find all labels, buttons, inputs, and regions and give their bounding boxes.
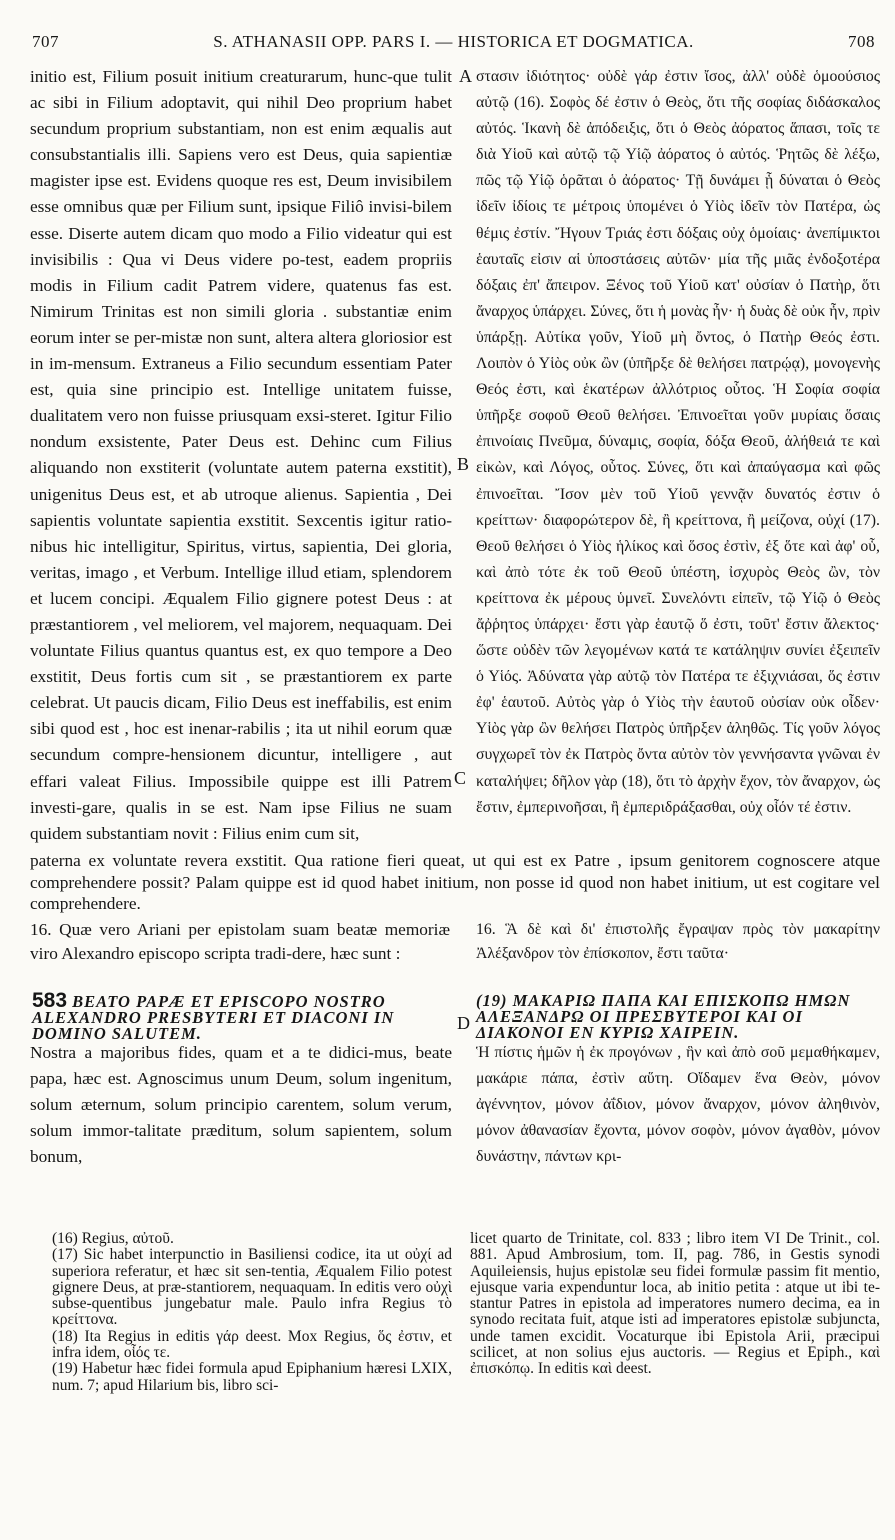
margin-letter-a: A (459, 66, 472, 86)
latin-letter-text: Nostra a majoribus fides, quam et a te didici-mus, beate papa, hæc est. Agnoscimus unum Deum, solum ingenitum, solum æternum, solum principio carentem, solum verum, solum immor-talitate præditum, solum sapientem, solum bonum, (30, 1043, 452, 1167)
greek-column-main: στασιν ἰδιότητος· οὐδὲ γάρ ἐστιν ἴσος, ἀλλ' οὐδὲ ὁμοούσιος αὐτῷ (16). Σοφὸς δέ ἐστιν ὁ Θεὸς, ὅτι τῆς σοφίας διδάσκαλος αὐτός. Ἱκανὴ δὲ ἀπόδειξις, ὅτι ὁ Θεὸς ἀόρατος ἅπασι, τοῖς τε διὰ Υἱοῦ καὶ αὐτῷ τῷ Υἱῷ ἀόρατος ὁ αὐτός. Ῥητῶς δὲ λέξω, πῶς τῷ Υἱῷ ὁρᾶται ὁ ἀόρατος· Τῇ δυνάμει ᾗ δύναται ὁ Θεὸς ἰδεῖν ἰδίοις τε μέτροις ὑπομένει ὁ Υἱὸς ἰδεῖν τὸν Πατέρα, ὡς θέμις ἐστίν. Ἤγουν Τριάς ἐστι δόξαις οὐχ ὁμοίαις· ἀνεπίμικτοι ἑαυταῖς εἰσιν αἱ ὑποστάσεις αὐτῶν· μία τῆς μιᾶς ἐνδοξοτέρα δόξαις ἐπ' ἄπειρον. Ξένος τοῦ Υἱοῦ κατ' οὐσίαν ὁ Πατὴρ, ὅτι ἄναρχος ὑπάρχει. Σύνες, ὅτι ἡ μονὰς ἦν· ἡ δυὰς δὲ οὐκ ἦν, πρὶν ὑπάρξῃ. Αὐτίκα γοῦν, Υἱοῦ μὴ ὄντος, ὁ Πατὴρ Θεός ἐστι. Λοιπὸν ὁ Υἱὸς οὐκ ὢν (ὑπῆρξε δὲ θελήσει πατρῴᾳ), μονογενὴς Θεός ἐστι, καὶ ἑκατέρων ἀλλότριος οὗτος. Ἡ Σοφία σοφία ὑπῆρξε σοφοῦ Θεοῦ θελήσει. Ἐπινοεῖται γοῦν μυρίαις ὅσαις ἐπινοίαις Πνεῦμα, δύναμις, σοφία, δόξα Θεοῦ, ἀλήθειά τε καὶ εἰκὼν, καὶ Λόγος, οὗτος. Σύνες, ὅτι καὶ ἀπαύγασμα καὶ φῶς ἐπινοεῖται. Ἴσον μὲν τοῦ Υἱοῦ γεννᾷν δυνατός ἐστιν ὁ κρείττων· διαφορώτερον δὲ, ἢ κρείττονα, ἢ μείζονα, οὐχί (17). Θεοῦ θελήσει ὁ Υἱὸς ἡλίκος καὶ ὅσος ἐστὶν, ἐξ ὅτε καὶ ἀφ' οὗ, καὶ ἀπὸ τότε ἐκ τοῦ Θεοῦ ὑπέστη, ἰσχυρὸς Θεὸς ὢν, τὸν κρείττονα ἐκ μέρους ὑμνεῖ. Συνελόντι εἰπεῖν, τῷ Υἱῷ ὁ Θεὸς ἄῤῥητος ὑπάρχει· ἔστι γὰρ ἑαυτῷ ὅ ἐστι, τοῦτ' ἔστιν ἄλεκτος· ὥστε οὐδὲν τῶν λεγομένων κατά τε κατάληψιν συνίει ἐξειπεῖν ὁ Υἱός. Ἀδύνατα γὰρ αὐτῷ τὸν Πατέρα τε ἐξιχνιάσαι, ὅς ἐστιν ἐφ' ἑαυτοῦ. Αὐτὸς γὰρ ὁ Υἱὸς τὴν ἑαυτοῦ οὐσίαν οὐκ οἶδεν· Υἱὸς γὰρ ὢν θελήσει Πατρὸς ὑπῆρξεν ἀληθῶς. Τίς γοῦν λόγος συγχωρεῖ τὸν ἐκ Πατρὸς ὄντα αὐτὸν τὸν γεννήσαντα γνῶναι ἐν καταλήψει; δῆλον γὰρ (18), ὅτι τὸ ἀρχὴν ἔχον, τὸν ἄναρχον, ὡς ἔστιν, ἐμπερινοῆσαι, ἢ ἐμπεριδράξασθαι, οὐχ οἷόν τέ ἐστιν. (476, 68, 880, 816)
footnote-19: (19) Habetur hæc fidei formula apud Epiphanium hæresi LXIX, num. 7; apud Hilarium bis, libro sci- (52, 1360, 452, 1394)
margin-letter-b: B (457, 454, 470, 474)
margin-letter-c: C (454, 768, 467, 788)
latin-column-main: initio est, Filium posuit initium creaturarum, hunc-que tulit ac sibi in Filium adoptavit, qui nihil Deo proprium habet secundum proprium substantiam, non est enim æqualis aut consubstantialis illi. Sapiens vero est Deus, quia sapientiæ magister ipse est. Evidens quoque res est, Deum invisibilem esse omnibus quæ per Filium sunt, ipsique Filiô invisi-bilem esse. Diserte autem dicam quo modo a Filio videatur qui est invisibilis : Qua vi Deus videre po-test, eadem propriis modis in Filium cadit Patrem videre, quatenus fas est. Nimirum Trinitas est non simili gloria . substantiæ enim eorum inter se per-mistæ non sunt, altera altera gloriosior est in im-mensum. Extraneus a Filio secundum essentiam Pater est, quia sine principio est. Intellige unitatem fuisse, dualitatem vero non fuisse priusquam exsi-steret. Igitur Filio nondum exsistente, Pater Deus est. Dehinc cum Filius aliquando non exstiterit (voluntate autem paterna exstitit), unigenitus Deus est, et ab utroque alienus. Sapientia , Dei sapientis voluntate sapientia exstitit. Sexcentis igitur ratio-nibus hic intelligitur, Spiritus, virtus, sapientia, Dei gloria, veritas, imago , et Verbum. Intellige illud etiam, splendorem et lucem concipi. Æqualem Filio gignere potest Deus : at præstantiorem , vel meliorem, vel majorem, nequaquam. Dei voluntate Filius quantus quantus est, ex quo tempore a Deo exstitit, Deus fortis cum sit , se præstantiorem ex parte celebrat. Ut paucis dicam, Filio Deus est ineffabilis, est enim sibi quod est , hoc est inenar-rabilis ; ita ut nihil eorum quæ secundum compre-hensionem dicuntur, intelligere , aut effari valeat Filius. Impossibile quippe est illi Patrem investi-gare, qualis in se est. Nam ipse Filius ne suam quidem substantiam novit : Filius enim cum sit, (30, 67, 452, 843)
footnote-16: (16) Regius, αὐτοῦ. (52, 1230, 174, 1247)
greek-letter-text: Ἡ πίστις ἡμῶν ἡ ἐκ προγόνων , ἣν καὶ ἀπὸ σοῦ μεμαθήκαμεν, μακάριε πάπα, ἐστὶν αὕτη. Οἴδαμεν ἕνα Θεὸν, μόνον ἀγέννητον, μόνον ἀΐδιον, μόνον ἄναρχον, μόνον ἀληθινὸν, μόνον ἀθανασίαν ἔχοντα, μόνον σοφὸν, μόνον ἀγαθὸν, μόνον δυνάστην, πάντων κρι- (476, 1044, 880, 1166)
footnotes-right: licet quarto de Trinitate, col. 833 ; libro item VI De Trinit., col. 881. Apud Ambrosium, tom. II, pag. 786, in Gestis synodi Aquileiensis, hujus epistolæ seu fidei formulæ passim fit mentio, ejusque varia expenduntur loca, ab initio petita : atque ut ibi te-stantur Patres in epistola ad imperatores numero decima, ea in synodo recitata fuit, atque isti ad imperatores epistolæ subjuncta, unde tamen excidit. Vocaturque ibi Epistola Arii, præcipui scilicet, at non solius ejus auctoris. — Regius et Epiph., καὶ ἐπισκόπῳ. In editis καὶ deest. (470, 1230, 880, 1378)
latin-section-16: 16. Quæ vero Ariani per epistolam suam beatæ memoriæ viro Alexandro episcopo scripta tradi-dere, hæc sunt : (30, 920, 450, 963)
margin-letter-d: D (457, 1013, 470, 1033)
page-number-left: 707 (32, 32, 59, 51)
column-number: 583 (32, 989, 68, 1012)
running-title: S. ATHANASII OPP. PARS I. — HISTORICA ET DOGMATICA. (213, 32, 694, 51)
greek-section-16: 16. Ἃ δὲ καὶ δι' ἐπιστολῆς ἔγραψαν πρὸς τὸν μακαρίτην Ἀλέξανδρον τὸν ἐπίσκοπον, ἔστι ταῦτα· (476, 921, 880, 962)
footnote-17: (17) Sic habet interpunctio in Basiliensi codice, ita ut οὐχί ad superiora referatur, et hæc sit sen-tentia, Æqualem Filio potest gignere Deus, at præ-stantiorem, nequaquam. In editis vero οὐχὶ subse-quentibus jungebatur male. Paulo infra Regius τὸ κρείττονα. (52, 1246, 452, 1329)
page-number-right: 708 (848, 32, 875, 51)
running-header (32, 32, 875, 56)
latin-heading-text: BEATO PAPÆ ET EPISCOPO NOSTRO ALEXANDRO PRESBYTERI ET DIACONI IN DOMINO SALUTEM. (32, 992, 395, 1043)
footnote-18: (18) Ita Regius in editis γάρ deest. Mox Regius, ὅς ἐστιν, et infra idem, οἷός τε. (52, 1327, 452, 1362)
greek-letter-heading: (19) ΜΑΚΑΡΙΩ ΠΑΠΑ ΚΑΙ ΕΠΙΣΚΟΠΩ ΗΜΩΝ ΑΛΕΞΑΝΔΡΩ ΟΙ ΠΡΕΣΒΥΤΕΡΟΙ ΚΑΙ ΟΙ ΔΙΑΚΟΝΟΙ ΕΝ ΚΥΡΙΩ ΧΑΙΡΕΙΝ. (476, 991, 851, 1042)
latin-letter-heading (32, 989, 452, 1043)
footnotes-left (52, 1231, 452, 1394)
latin-full-width-text: paterna ex voluntate revera exstitit. Qua ratione fieri queat, ut qui est ex Patre , ipsum genitorem cognoscere atque comprehendere possit? Palam quippe est id quod habet initium, non posse id quod non habet initium, ut est cogitare vel comprehendere. (30, 851, 880, 914)
